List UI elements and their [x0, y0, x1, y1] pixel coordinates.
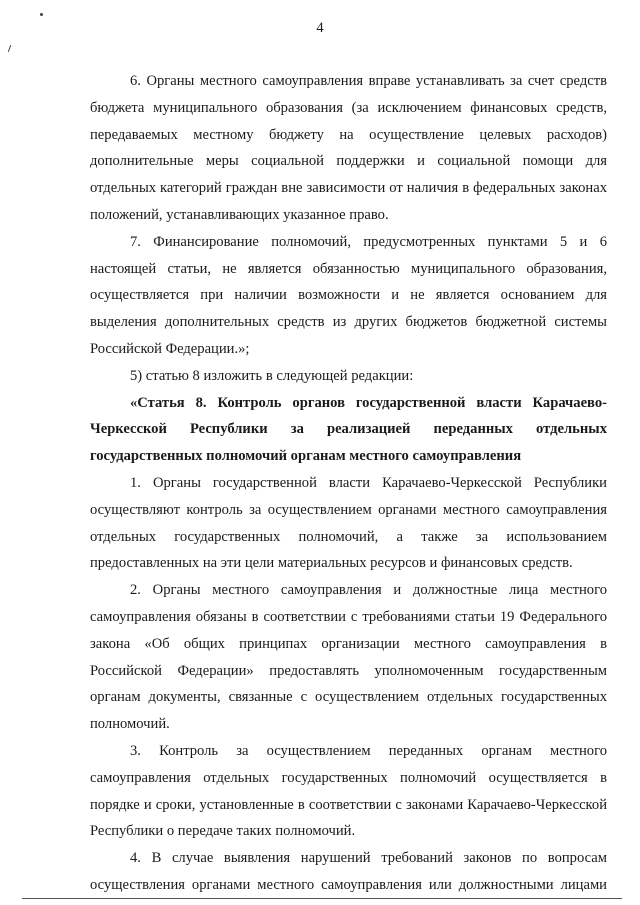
paragraph-article-8-point-3: 3. Контроль за осуществлением переданных органам местного самоуправления отдельных государственных полномочий осуществляется в порядке и сроки, установленные в соответствии с законами Карачаево-Черкесской Республики о передаче таких полномочий.	[90, 742, 607, 840]
page-number: 4	[316, 20, 324, 36]
paragraph-point-6: 6. Органы местного самоуправления вправе устанавливать за счет средств бюджета муниципального образования (за исключением финансовых средств, передаваемых местному бюджету на осуществление целевых расходов) дополнительные меры социальной поддержки и социальной помощи для отдельных категорий граждан вне зависимости от наличия в федеральных законах положений, устанавливающих указанное право.	[90, 73, 607, 223]
document-body	[90, 68, 607, 899]
paragraph-point-7: 7. Финансирование полномочий, предусмотренных пунктами 5 и 6 настоящей статьи, не является обязанностью муниципального образования, осуществляется при наличии возможности и не является основанием для выделения дополнительных средств из других бюджетов бюджетной системы Российской Федерации.»;	[90, 233, 607, 357]
article-8-heading: «Статья 8. Контроль органов государственной власти Карачаево-Черкесской Республики за реализацией переданных отдельных государственных полномочий органам местного самоуправления	[90, 394, 607, 465]
paragraph-amendment-5: 5) статью 8 изложить в следующей редакции:	[130, 367, 414, 384]
scan-bottom-edge	[22, 898, 622, 899]
scan-speck	[40, 13, 43, 16]
paragraph-article-8-point-2: 2. Органы местного самоуправления и должностные лица местного самоуправления обязаны в соответствии с требованиями статьи 19 Федерального закона «Об общих принципах организации местного самоуправления в Российской Федерации» предоставлять уполномоченным государственным органам документы, связанные с осуществлением отдельных государственных полномочий.	[90, 582, 607, 733]
paragraph-article-8-point-4: 4. В случае выявления нарушений требований законов по вопросам осуществления органами местного самоуправления или должностными лицами	[90, 850, 607, 893]
paragraph-article-8-point-1: 1. Органы государственной власти Карачаево-Черкесской Республики осуществляют контроль за осуществлением органами местного самоуправления отдельных государственных полномочий, а также за использованием предоставленных на эти цели материальных ресурсов и финансовых средств.	[90, 474, 607, 572]
scan-mark	[8, 45, 11, 52]
